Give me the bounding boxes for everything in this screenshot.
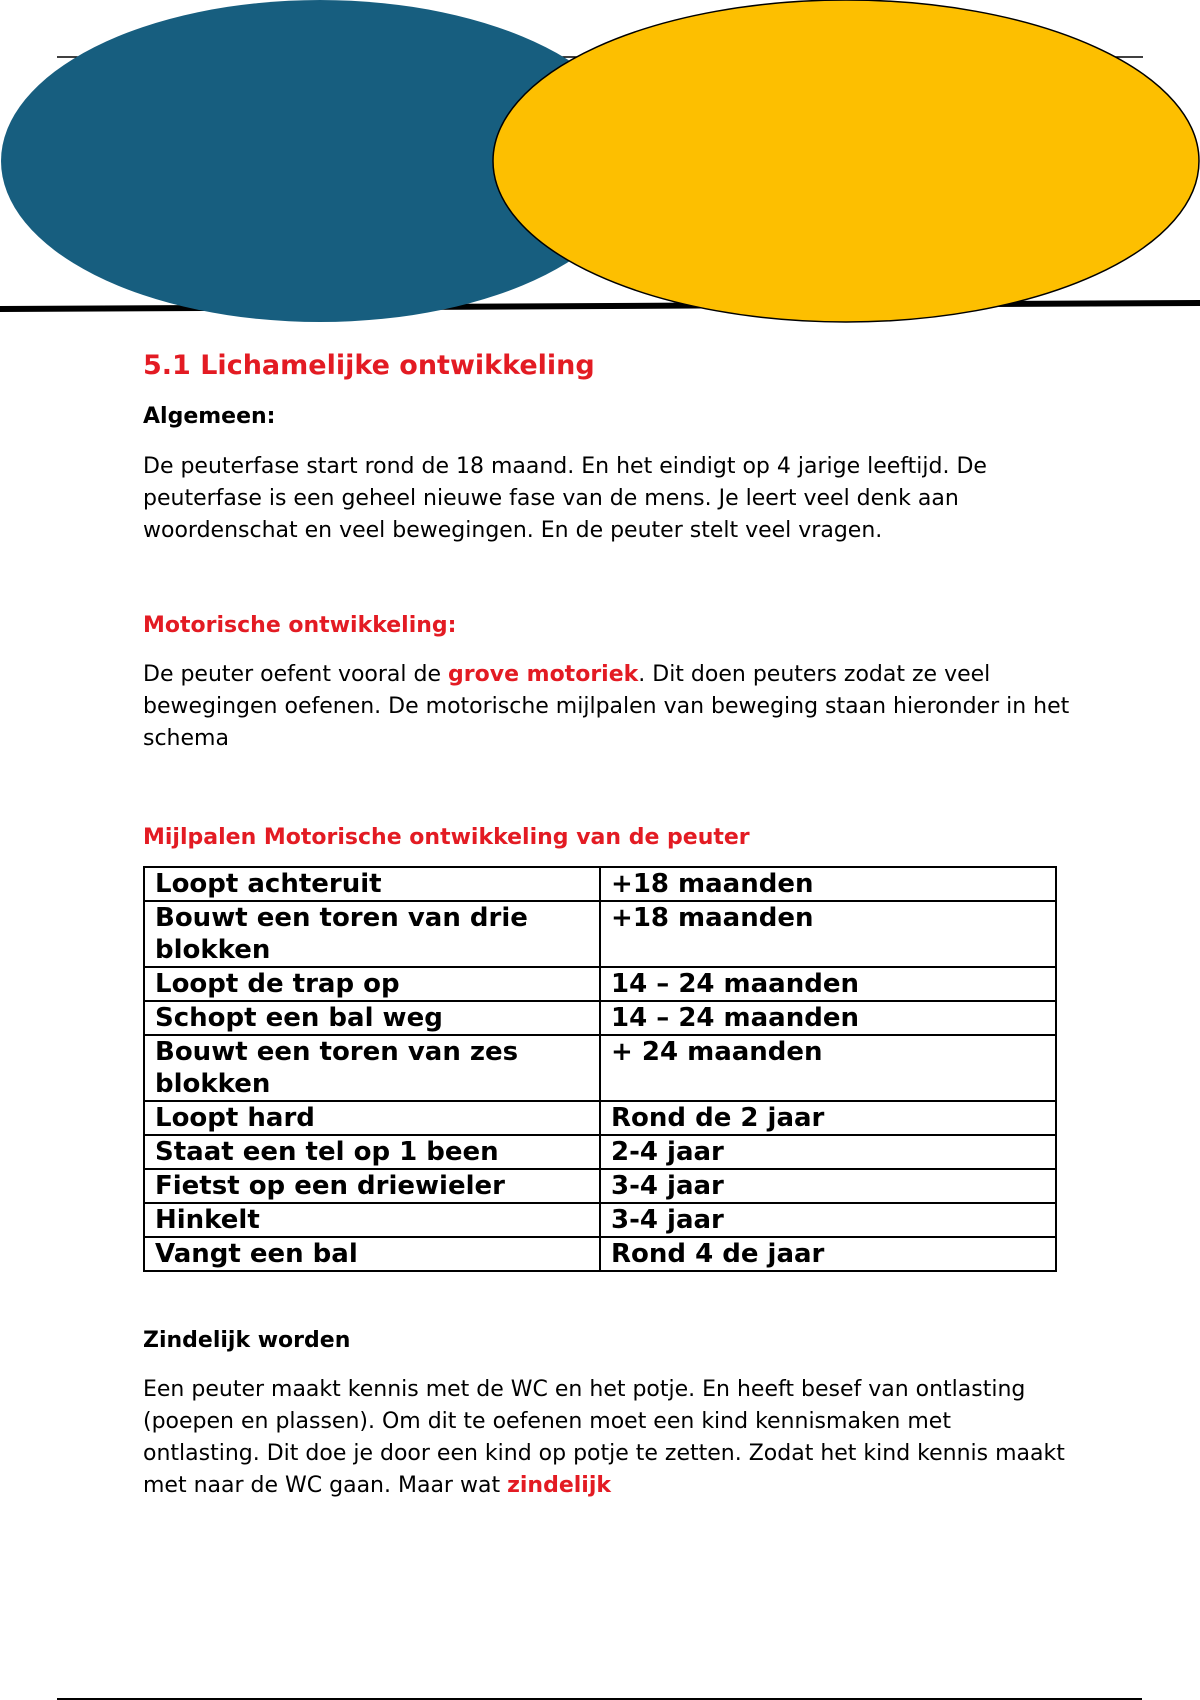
motor-text-after: . Dit doen peuters zodat ze veel bewegingen oefenen. De motorische mijlpalen van beweging staan hieronder in het schema <box>143 662 1070 752</box>
skill-cell: Bouwt een toren van drie blokken <box>144 901 600 967</box>
table-row <box>144 1237 1056 1271</box>
age-cell: +18 maanden <box>600 867 1056 901</box>
age-cell: 14 – 24 maanden <box>600 1001 1056 1035</box>
potty-paragraph <box>143 1374 1073 1502</box>
skill-cell: Loopt hard <box>144 1101 600 1135</box>
motor-paragraph <box>143 659 1073 755</box>
age-cell: 14 – 24 maanden <box>600 967 1056 1001</box>
skill-cell: Bouwt een toren van zes blokken <box>144 1035 600 1101</box>
table-row <box>144 1135 1056 1169</box>
motor-highlight: grove motoriek <box>448 662 639 688</box>
table-row <box>144 901 1056 967</box>
age-cell: + 24 maanden <box>600 1035 1056 1101</box>
age-cell: Rond de 2 jaar <box>600 1101 1056 1135</box>
table-row <box>144 1203 1056 1237</box>
document-body <box>143 350 1073 1502</box>
skill-cell: Fietst op een driewieler <box>144 1169 600 1203</box>
motor-heading: Motorische ontwikkeling: <box>143 612 457 638</box>
table-row <box>144 1101 1056 1135</box>
skill-cell: Hinkelt <box>144 1203 600 1237</box>
age-cell: Rond 4 de jaar <box>600 1237 1056 1271</box>
general-heading: Algemeen: <box>143 404 276 430</box>
motor-text-before: De peuter oefent vooral de <box>143 662 449 688</box>
potty-heading: Zindelijk worden <box>143 1327 351 1353</box>
header-decoration <box>0 0 1200 330</box>
age-cell: 3-4 jaar <box>600 1203 1056 1237</box>
general-paragraph: De peuterfase start rond de 18 maand. En het eindigt op 4 jarige leeftijd. De peuterfase is een geheel nieuwe fase van de mens. Je leert veel denk aan woordenschat en veel bewegingen. En de peuter stelt veel vragen. <box>143 453 987 543</box>
yellow-ellipse <box>493 0 1199 322</box>
age-cell: +18 maanden <box>600 901 1056 967</box>
potty-highlight: zindelijk <box>507 1472 612 1498</box>
table-row <box>144 1035 1056 1101</box>
skill-cell: Loopt de trap op <box>144 967 600 1001</box>
milestones-table <box>143 866 1057 1272</box>
skill-cell: Loopt achteruit <box>144 867 600 901</box>
potty-text: Een peuter maakt kennis met de WC en het potje. En heeft besef van ontlasting (poepen en plassen). Om dit te oefenen moet een kind kennismaken met ontlasting. Dit doe je door een kind op potje te zetten. Zodat het kind kennis maakt met naar de WC gaan. Maar wat <box>143 1376 1065 1498</box>
age-cell: 3-4 jaar <box>600 1169 1056 1203</box>
table-row <box>144 1001 1056 1035</box>
skill-cell: Staat een tel op 1 been <box>144 1135 600 1169</box>
table-row <box>144 1169 1056 1203</box>
milestones-heading: Mijlpalen Motorische ontwikkeling van de peuter <box>143 825 750 851</box>
table-row <box>144 867 1056 901</box>
age-cell: 2-4 jaar <box>600 1135 1056 1169</box>
section-title: 5.1 Lichamelijke ontwikkeling <box>143 350 595 381</box>
table-row <box>144 967 1056 1001</box>
skill-cell: Schopt een bal weg <box>144 1001 600 1035</box>
skill-cell: Vangt een bal <box>144 1237 600 1271</box>
